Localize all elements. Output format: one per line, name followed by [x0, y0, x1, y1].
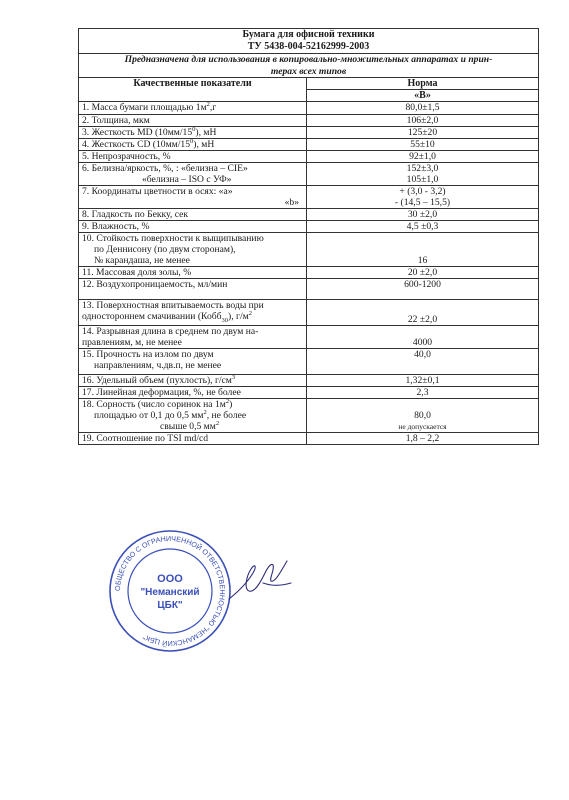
- table-row: [79, 151, 539, 163]
- row-norm: 4,5 ±0,3: [307, 221, 539, 233]
- table-row: [79, 209, 539, 221]
- table-row: [79, 433, 539, 445]
- row-label: 8. Гладкость по Бекку, сек: [79, 209, 307, 221]
- table-row: [79, 267, 539, 279]
- row-label: 3. Жесткость MD $(10мм/15^0)$, мН: [79, 127, 307, 139]
- column-header-norm: Норма: [307, 78, 539, 90]
- purpose-row: [79, 54, 539, 78]
- row-label: 19. Соотношение по TSI md/cd: [79, 433, 307, 445]
- row-label: 17. Линейная деформация, %, не более: [79, 387, 307, 399]
- row-norm: 600-1200: [307, 279, 539, 300]
- table-row: [79, 221, 539, 233]
- row-norm: 4000: [307, 326, 539, 349]
- table-row: [79, 300, 539, 326]
- row-label: 13. Поверхностная впитываемость воды при одностороннем смачивании (Кобб$_{30}$), $г/м^2$: [79, 300, 307, 326]
- signature: [225, 553, 295, 608]
- row-label: 18. Сорность (число соринок на $1м^2$) площадью от 0,1 до 0,5 $мм^2$, не более свыше 0,5 $мм^2$: [79, 399, 307, 433]
- table-row: [79, 326, 539, 349]
- row-label: 2. Толщина, мкм: [79, 115, 307, 127]
- row-label: 11. Массовая доля золы, %: [79, 267, 307, 279]
- product-title: Бумага для офисной техники: [242, 29, 375, 40]
- table-row: [79, 163, 539, 186]
- row-norm: 152±3,0 105±1,0: [307, 163, 539, 186]
- stamp-ring-text: ОБЩЕСТВО С ОГРАНИЧЕННОЙ ОТВЕТСТВЕННОСТЬЮ "НЕМАНСКИЙ ЦБК": [112, 533, 228, 649]
- row-norm: 80,0±1,5: [307, 102, 539, 115]
- row-norm: 106±2,0: [307, 115, 539, 127]
- header-row: [79, 29, 539, 54]
- column-header-grade: «В»: [307, 90, 539, 102]
- row-norm: 20 ±2,0: [307, 267, 539, 279]
- purpose-text: Предназначена для использования в копировально-множительных аппаратах и прин- терах всех типов: [79, 54, 539, 78]
- table-row: [79, 279, 539, 300]
- spec-sheet: [78, 28, 538, 445]
- row-label: 9. Влажность, %: [79, 221, 307, 233]
- table-row: [79, 102, 539, 115]
- row-label: 1. Масса бумаги площадью $1м^2,г$: [79, 102, 307, 115]
- row-label: 7. Координаты цветности в осях: «а» «b»: [79, 186, 307, 209]
- row-norm: 40,0: [307, 349, 539, 375]
- table-row: [79, 375, 539, 387]
- table-row: [79, 115, 539, 127]
- row-norm: 16: [307, 233, 539, 267]
- table-row: [79, 387, 539, 399]
- row-label: 15. Прочность на излом по двум направлениям, ч.дв.п, не менее: [79, 349, 307, 375]
- table-row: [79, 233, 539, 267]
- column-header-row: [79, 78, 539, 90]
- standard-code: ТУ 5438-004-52162999-2003: [247, 41, 370, 52]
- row-norm: 1,8 – 2,2: [307, 433, 539, 445]
- table-row: [79, 399, 539, 433]
- row-label: 12. Воздухопроницаемость, мл/мин: [79, 279, 307, 300]
- row-norm: 92±1,0: [307, 151, 539, 163]
- row-norm: 80,0 не допускается: [307, 399, 539, 433]
- row-label: 14. Разрывная длина в среднем по двум на- правлениям, м, не менее: [79, 326, 307, 349]
- company-stamp: [107, 528, 233, 654]
- stamp-line-1: ООО: [157, 573, 183, 585]
- row-norm: 30 ±2,0: [307, 209, 539, 221]
- row-label: 5. Непрозрачность, %: [79, 151, 307, 163]
- row-norm: 55±10: [307, 139, 539, 151]
- table-row: [79, 349, 539, 375]
- signature-stroke: [229, 561, 291, 599]
- row-norm: 125±20: [307, 127, 539, 139]
- table-row: [79, 139, 539, 151]
- document-title: [79, 29, 539, 54]
- row-norm: 22 ±2,0: [307, 300, 539, 326]
- stamp-line-3: ЦБК": [157, 600, 183, 611]
- row-label: 6. Белизна/яркость, %, : «белизна – CIE» «белизна – ISO с УФ»: [79, 163, 307, 186]
- row-norm: 2,3: [307, 387, 539, 399]
- row-label: 16. Удельный объем (пухлость), $г/см^3$: [79, 375, 307, 387]
- stamp-line-2: "Неманский: [140, 587, 200, 598]
- specification-table: [78, 28, 539, 445]
- row-label: 10. Стойкость поверхности к выщипыванию по Деннисону (по двум сторонам), № карандаша, не менее: [79, 233, 307, 267]
- table-row: [79, 127, 539, 139]
- column-header-quality: Качественные показатели: [79, 78, 307, 102]
- table-row: [79, 186, 539, 209]
- row-norm: + (3,0 - 3,2) - (14,5 – 15,5): [307, 186, 539, 209]
- row-label: 4. Жесткость CD $(10мм/15^0)$, мН: [79, 139, 307, 151]
- row-norm: 1,32±0,1: [307, 375, 539, 387]
